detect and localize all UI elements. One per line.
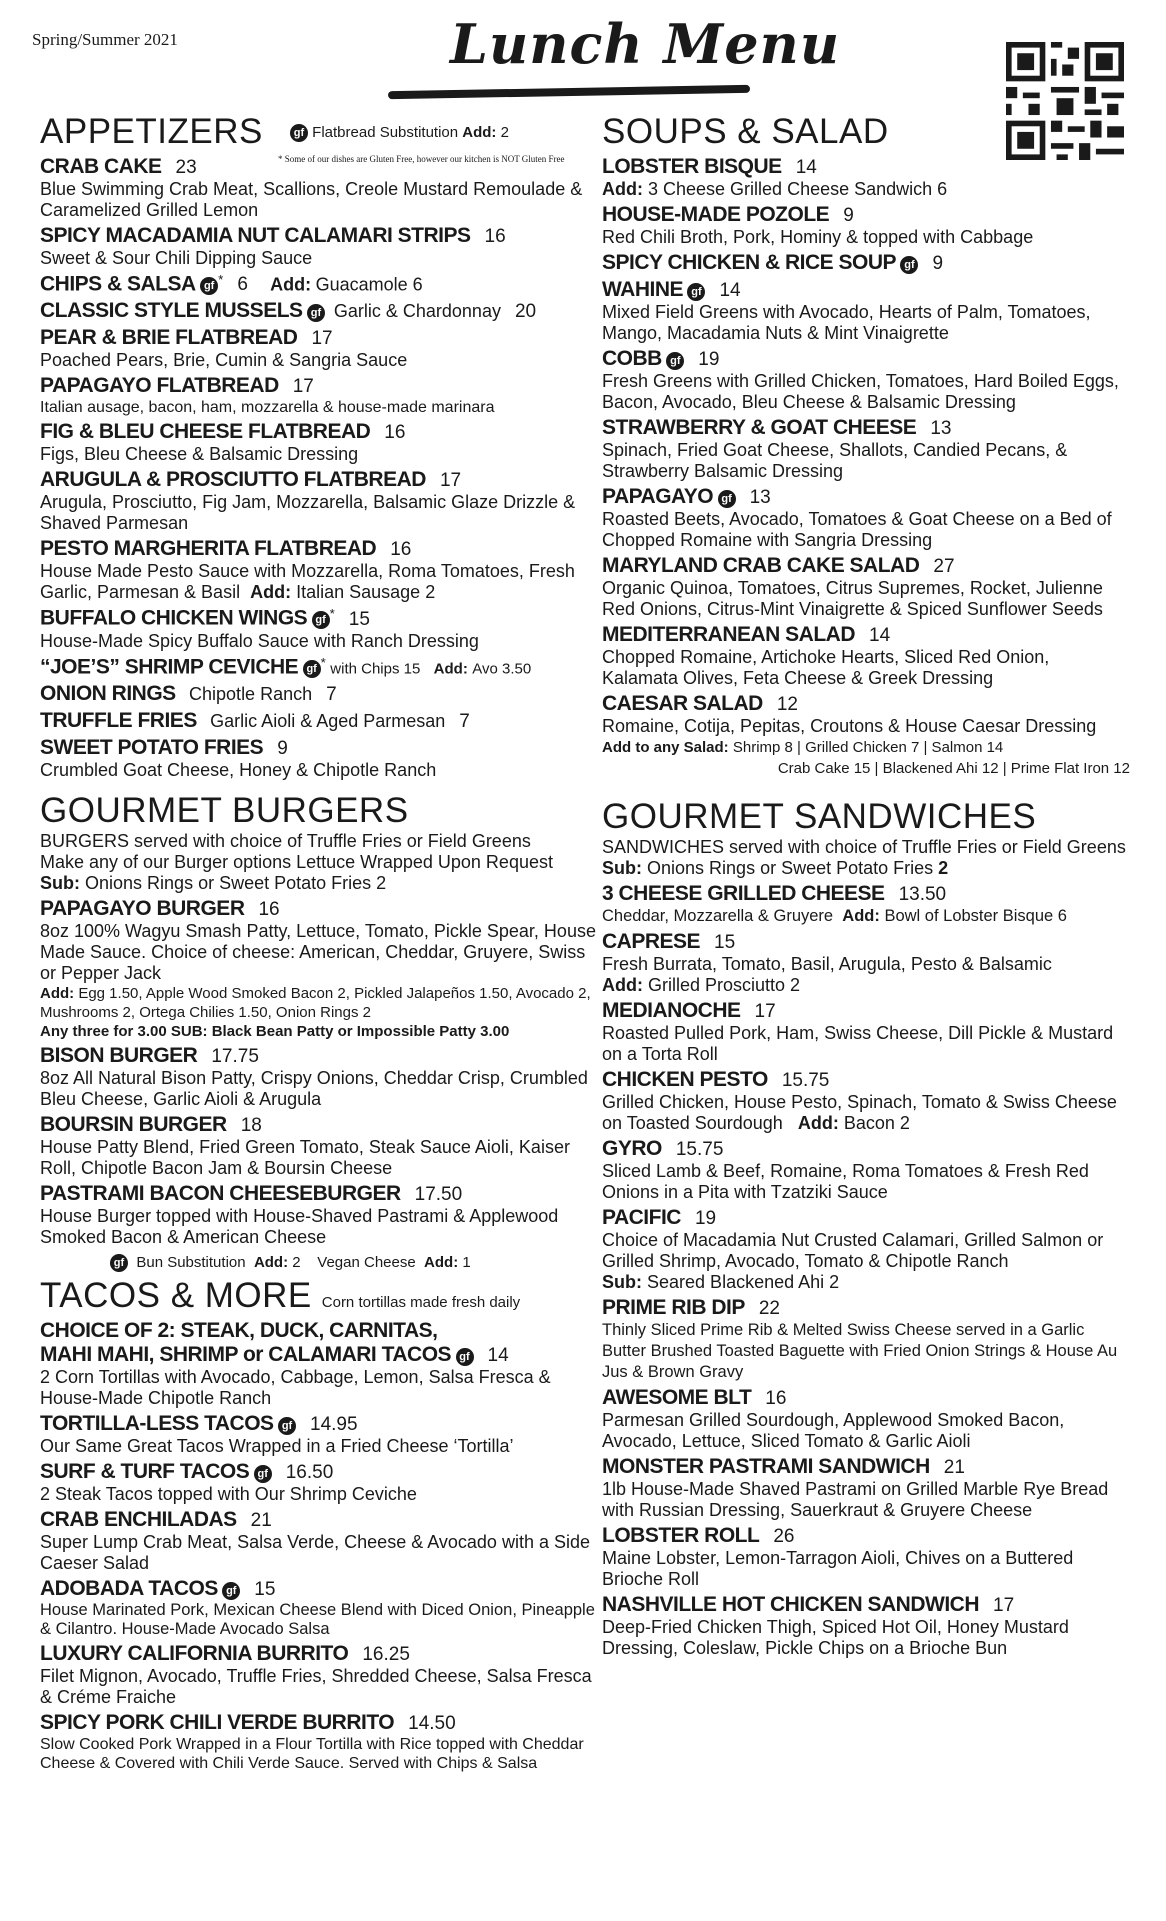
gluten-free-icon: gf [456,1348,474,1366]
menu-item: MARYLAND CRAB CAKE SALAD 27 Organic Quinoa, Tomatoes, Citrus Supremes, Rocket, Julienne Red Onions, Citrus-Mint Vinaigrette & Spiced Sunflower Seeds [602,554,1103,619]
left-column [40,112,600,1773]
menu-item: CHIPS & SALSA gf * 6 Add: Guacamole 6 [40,272,423,296]
menu-item: LOBSTER ROLL 26 Maine Lobster, Lemon-Tarragon Aioli, Chives on a Buttered Brioche Roll [602,1524,1074,1589]
menu-item: SPICY CHICKEN & RICE SOUP gf 9 [602,251,944,274]
menu-item: ONION RINGS Chipotle Ranch 7 [40,681,337,705]
menu-item: CLASSIC STYLE MUSSELS gf Garlic & Chardonnay 20 [40,299,537,323]
menu-item: BUFFALO CHICKEN WINGS gf * 15 House-Made Spicy Buffalo Sauce with Ranch Dressing [40,606,479,651]
section-title-burgers: GOURMET BURGERS [40,790,409,830]
menu-item: HOUSE-MADE POZOLE 9 Red Chili Broth, Pork, Hominy & topped with Cabbage [602,203,1034,247]
gluten-free-icon: gf [900,256,918,274]
menu-item: LOBSTER BISQUE 14 Add: 3 Cheese Grilled Cheese Sandwich 6 [602,155,948,199]
menu-item: WAHINE gf 14 Mixed Field Greens with Avocado, Hearts of Palm, Tomatoes, Mango, Macadamia Nuts & Mint Vinaigrette [602,278,1091,343]
menu-item: MEDITERRANEAN SALAD 14 Chopped Romaine, Artichoke Hearts, Sliced Red Onion, Kalamata Olives, Feta Cheese & Greek Dressing [602,623,1050,688]
gluten-free-icon: gf [278,1417,296,1435]
menu-item: CRAB CAKE 23 Blue Swimming Crab Meat, Scallions, Creole Mustard Remoulade & Caramelized Grilled Lemon [40,155,583,220]
menu-item: LUXURY CALIFORNIA BURRITO 16.25 Filet Mignon, Avocado, Truffle Fries, Shredded Cheese, Salsa Fresca & Créme Fraiche [40,1642,592,1708]
gluten-free-icon: gf [666,352,684,370]
menu-item: TORTILLA-LESS TACOS gf 14.95 Our Same Great Tacos Wrapped in a Fried Cheese ‘Tortilla’ [40,1412,514,1457]
gluten-free-icon: gf [687,283,705,301]
gluten-free-icon: gf [254,1465,272,1483]
menu-item: SURF & TURF TACOS gf 16.50 2 Steak Tacos topped with Our Shrimp Ceviche [40,1460,417,1505]
menu-item: ARUGULA & PROSCIUTTO FLATBREAD 17 Arugula, Prosciutto, Fig Jam, Mozzarella, Balsamic Glaze Drizzle & Shaved Parmesan [40,468,576,534]
menu-item: “JOE’S” SHRIMP CEVICHE gf * with Chips 15 Add: Avo 3.50 [40,654,532,678]
menu-item: PEAR & BRIE FLATBREAD 17 Poached Pears, Brie, Cumin & Sangria Sauce [40,326,408,371]
menu-item: SPICY PORK CHILI VERDE BURRITO 14.50 Slow Cooked Pork Wrapped in a Flour Tortilla with Rice topped with Cheddar Cheese & Covered with Chili Verde Sauce. Served with Chips & Salsa [40,1711,584,1773]
season-label: Spring/Summer 2021 [32,30,178,49]
gluten-free-icon: gf [290,124,308,142]
tacos-note: Corn tortillas made fresh daily [321,1294,521,1312]
menu-item: MONSTER PASTRAMI SANDWICH 21 1lb House-Made Shaved Pastrami on Grilled Marble Rye Bread with Russian Dressing, Sauerkraut & Gruyere Cheese [602,1455,1109,1520]
menu-item: SWEET POTATO FRIES 9 Crumbled Goat Cheese, Honey & Chipotle Ranch [40,735,437,780]
gf-flatbread-note: gf Flatbread Substitution Add: 2 [290,124,509,142]
menu-item: PESTO MARGHERITA FLATBREAD 16 House Made Pesto Sauce with Mozzarella, Roma Tomatoes, Fresh Garlic, Parmesan & Basil Add: Italian Sausage 2 [40,537,575,603]
menu-item: CAPRESE 15 Fresh Burrata, Tomato, Basil, Arugula, Pesto & Balsamic Add: Grilled Prosciutto 2 [602,930,1052,995]
menu-item: AWESOME BLT 16 Parmesan Grilled Sourdough, Applewood Smoked Bacon, Avocado, Lettuce, Sliced Tomato & Garlic Aioli [602,1386,1065,1451]
menu-item: CAESAR SALAD 12 Romaine, Cotija, Pepitas, Croutons & House Caesar Dressing [602,692,1097,736]
gluten-free-icon: gf [718,490,736,508]
menu-item: FIG & BLEU CHEESE FLATBREAD 16 Figs, Bleu Cheese & Balsamic Dressing [40,420,406,465]
section-title-tacos: TACOS & MORE [40,1276,312,1316]
menu-item: 3 CHEESE GRILLED CHEESE 13.50 Cheddar, Mozzarella & Gruyere Add: Bowl of Lobster Bisque 6 [602,882,1067,925]
burgers-sub: Sub: Onions Rings or Sweet Potato Fries 2 [40,872,387,893]
menu-item: CRAB ENCHILADAS 21 Super Lump Crab Meat, Salsa Verde, Cheese & Avocado with a Side Caeser Salad [40,1508,590,1574]
sandwiches-intro: SANDWICHES served with choice of Truffle Fries or Field Greens Sub: Onions Rings or Sweet Potato Fries 2 [602,837,1126,878]
title-underline [388,85,750,99]
menu-item: MEDIANOCHE 17 Roasted Pulled Pork, Ham, Swiss Cheese, Dill Pickle & Mustard on a Torta Roll [602,999,1114,1064]
menu-item: CHICKEN PESTO 15.75 Grilled Chicken, House Pesto, Spinach, Tomato & Swiss Cheese on Toasted Sourdough Add: Bacon 2 [602,1068,1117,1133]
menu-item: PRIME RIB DIP 22 Thinly Sliced Prime Rib & Melted Swiss Cheese served in a Garlic Butter Brushed Toasted Baguette with Fried Onion Strings & House Au Jus & Brown Gravy [602,1296,1118,1381]
section-title-sandwiches: GOURMET SANDWICHES [602,797,1037,836]
gluten-free-icon: gf [222,1582,240,1600]
menu-item: PAPAGAYO FLATBREAD 17 Italian ausage, bacon, ham, mozzarella & house-made marinara [40,374,495,417]
menu-item: PASTRAMI BACON CHEESEBURGER 17.50 House Burger topped with House-Shaved Pastrami & Applewood Smoked Bacon & American Cheese [40,1181,559,1247]
gf-disclaimer: * Some of our dishes are Gluten Free, however our kitchen is NOT Gluten Free [278,154,565,164]
menu-item: ADOBADA TACOS gf 15 House Marinated Pork, Mexican Cheese Blend with Diced Onion, Pineapple & Cilantro. House-Made Avocado Salsa [40,1577,595,1639]
right-column [602,112,1130,1659]
gluten-free-icon: gf [110,1254,128,1272]
menu-item: PAPAGAYO BURGER 16 8oz 100% Wagyu Smash Patty, Lettuce, Tomato, Pickle Spear, House Made Sauce. Choice of cheese: American, Cheddar, Gruyere, Swiss or Pepper Jack Add: Egg 1.50, Apple Wood Smoked Bacon 2, Pickled Jalapeños 1.50, Avocado 2, Mushrooms 2, Ortega Chilies 1.50, Onion Rings 2 Any three for 3.00 SUB: Black Bean Patty or Impossible Patty 3.00 [40,896,596,1040]
gluten-free-icon: gf [200,277,218,295]
gluten-free-icon: gf [312,611,330,629]
menu-item: PAPAGAYO gf 13 Roasted Beets, Avocado, Tomatoes & Goat Cheese on a Bed of Chopped Romaine with Sangria Dressing [602,485,1112,550]
menu-item: SPICY MACADAMIA NUT CALAMARI STRIPS 16 Sweet & Sour Chili Dipping Sauce [40,224,506,268]
menu-item: TRUFFLE FRIES Garlic Aioli & Aged Parmesan 7 [40,708,470,732]
section-title-soups: SOUPS & SALAD [602,112,889,151]
menu-item: STRAWBERRY & GOAT CHEESE 13 Spinach, Fried Goat Cheese, Shallots, Candied Pecans, & Strawberry Balsamic Dressing [602,416,1068,481]
menu-title: Lunch Menu [450,12,841,76]
gluten-free-icon: gf [307,304,325,322]
salad-add-ons: Add to any Salad: Shrimp 8 | Grilled Chicken 7 | Salmon 14 Crab Cake 15 | Blackened Ahi 12 | Prime Flat Iron 12 [602,739,1130,777]
gluten-free-icon: gf [303,660,321,678]
section-title-appetizers: APPETIZERS [40,112,263,151]
menu-item: GYRO 15.75 Sliced Lamb & Beef, Romaine, Roma Tomatoes & Fresh Red Onions in a Pita with Tzatziki Sauce [602,1137,1089,1202]
menu-item: COBB gf 19 Fresh Greens with Grilled Chicken, Tomatoes, Hard Boiled Eggs, Bacon, Avocado, Bleu Cheese & Balsamic Dressing [602,347,1119,412]
menu-item: BISON BURGER 17.75 8oz All Natural Bison Patty, Crispy Onions, Cheddar Crisp, Crumbled Bleu Cheese, Garlic Aioli & Arugula [40,1043,588,1109]
burgers-intro: Make any of our Burger options Lettuce Wrapped Upon Request [40,851,553,872]
burger-substitution-note: gf Bun Substitution Add: 2 Vegan Cheese Add: 1 [110,1254,600,1272]
menu-item: NASHVILLE HOT CHICKEN SANDWICH 17 Deep-Fried Chicken Thigh, Spiced Hot Oil, Honey Mustard Dressing, Coleslaw, Pickle Chips on a Brioche Bun [602,1593,1069,1658]
menu-item: BOURSIN BURGER 18 House Patty Blend, Fried Green Tomato, Steak Sauce Aioli, Kaiser Roll, Chipotle Bacon Jam & Boursin Cheese [40,1112,570,1178]
burgers-intro: BURGERS served with choice of Truffle Fries or Field Greens [40,830,531,851]
menu-item: PACIFIC 19 Choice of Macadamia Nut Crusted Calamari, Grilled Salmon or Grilled Shrimp, Avocado, Tomato & Chipotle Ranch Sub: Seared Blackened Ahi 2 [602,1206,1104,1292]
menu-item: CHOICE OF 2: STEAK, DUCK, CARNITAS, MAHI MAHI, SHRIMP or CALAMARI TACOS gf 14 2 Corn Tortillas with Avocado, Cabbage, Lemon, Salsa Fresca & House-Made Chipotle Ranch [40,1319,551,1409]
